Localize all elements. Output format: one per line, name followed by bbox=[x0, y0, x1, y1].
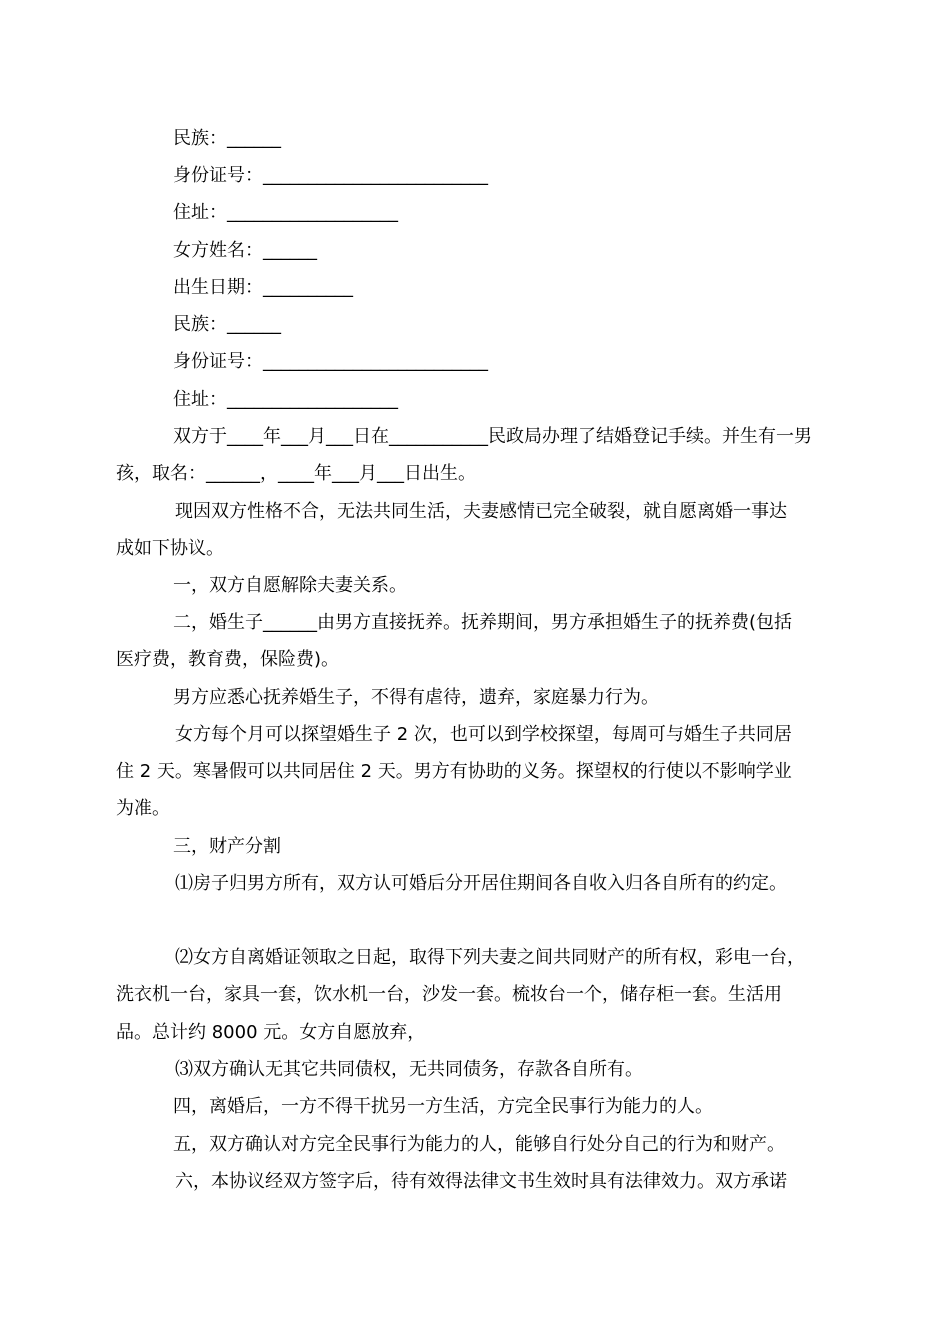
ethnicity-field-1: 民族：______ bbox=[173, 128, 281, 149]
clause-2-line-1: 二，婚生子______由男方直接抚养。抚养期间，男方承担婚生子的抚养费(包括 bbox=[173, 612, 793, 633]
marriage-registration-line-1: 双方于____年___月___日在___________民政局办理了结婚登记手续。并生有一男 bbox=[173, 426, 812, 447]
property-item-2-line-2: 洗衣机一台，家具一套，饮水机一台，沙发一套。梳妆台一个，储存柜一套。生活用 bbox=[116, 984, 782, 1005]
custody-care-line: 男方应悉心抚养婚生子，不得有虐待，遗弃，家庭暴力行为。 bbox=[173, 687, 659, 708]
property-item-1: ⑴房子归男方所有，双方认可婚后分开居住期间各自收入归各自所有的约定。 bbox=[175, 873, 787, 894]
visitation-line-1: 女方每个月可以探望婚生子 2 次，也可以到学校探望，每周可与婚生子共同居 bbox=[175, 724, 792, 745]
female-name-field: 女方姓名：______ bbox=[173, 240, 317, 261]
address-field-2: 住址：___________________ bbox=[173, 389, 398, 410]
clause-4: 四，离婚后，一方不得干扰另一方生活，方完全民事行为能力的人。 bbox=[173, 1096, 713, 1117]
id-number-field-1: 身份证号：_________________________ bbox=[173, 165, 488, 186]
property-item-3: ⑶双方确认无其它共同债权，无共同债务，存款各自所有。 bbox=[175, 1059, 643, 1080]
clause-1: 一，双方自愿解除夫妻关系。 bbox=[173, 575, 407, 596]
birth-date-field: 出生日期：__________ bbox=[173, 277, 353, 298]
id-number-field-2: 身份证号：_________________________ bbox=[173, 351, 488, 372]
visitation-line-3: 为准。 bbox=[116, 798, 170, 819]
clause-2-line-2: 医疗费，教育费，保险费)。 bbox=[116, 649, 340, 670]
clause-6-line-1: 六，本协议经双方签字后，待有效得法律文书生效时具有法律效力。双方承诺 bbox=[175, 1171, 787, 1192]
visitation-line-2: 住 2 天。寒暑假可以共同居住 2 天。男方有协助的义务。探望权的行使以不影响学业 bbox=[116, 761, 792, 782]
reason-paragraph-line-2: 成如下协议。 bbox=[116, 538, 224, 559]
clause-5: 五，双方确认对方完全民事行为能力的人，能够自行处分自己的行为和财产。 bbox=[173, 1134, 785, 1155]
property-item-2-line-1: ⑵女方自离婚证领取之日起，取得下列夫妻之间共同财产的所有权，彩电一台， bbox=[175, 947, 805, 968]
address-field-1: 住址：___________________ bbox=[173, 202, 398, 223]
reason-paragraph-line-1: 现因双方性格不合，无法共同生活，夫妻感情已完全破裂，就自愿离婚一事达 bbox=[175, 501, 787, 522]
ethnicity-field-2: 民族：______ bbox=[173, 314, 281, 335]
property-item-2-line-3: 品。总计约 8000 元。女方自愿放弃， bbox=[116, 1022, 426, 1043]
marriage-registration-line-2: 孩，取名：______，____年___月___日出生。 bbox=[116, 463, 476, 484]
clause-3-heading: 三，财产分割 bbox=[173, 836, 281, 857]
